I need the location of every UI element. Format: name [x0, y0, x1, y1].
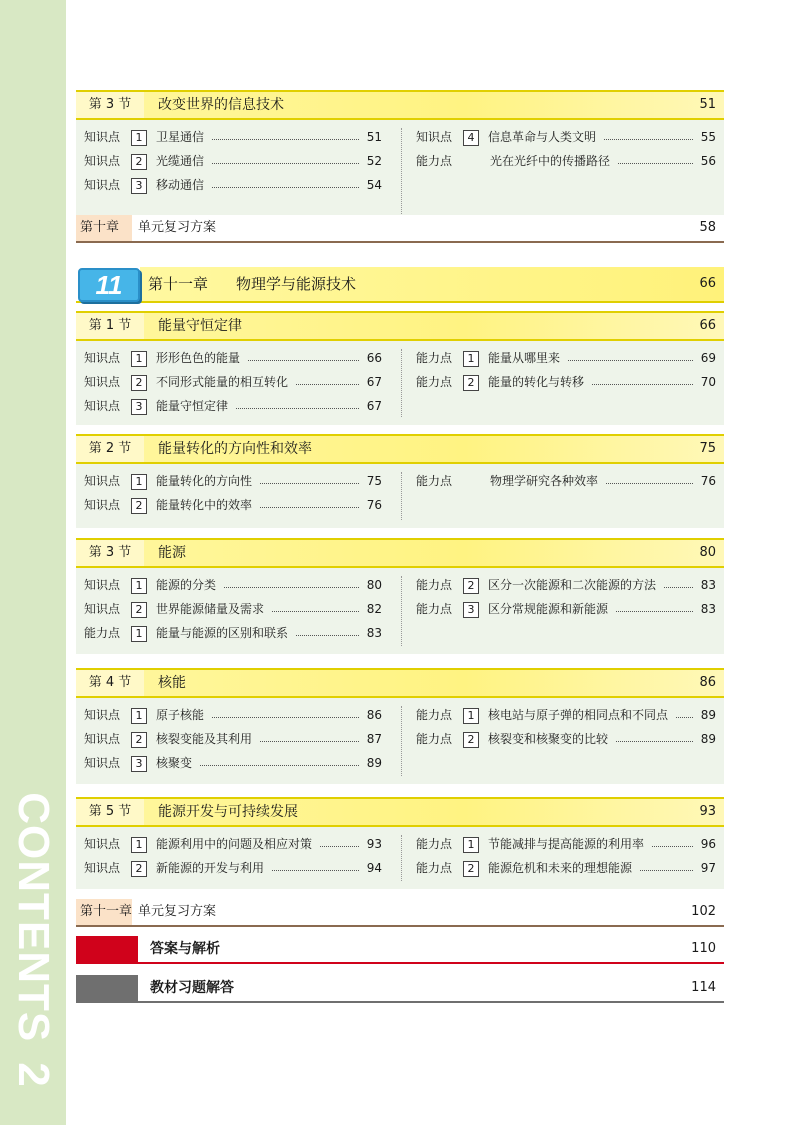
- toc-entry[interactable]: [84, 470, 382, 492]
- entry-page-number: 76: [366, 498, 382, 512]
- section-entries: [76, 341, 724, 425]
- entry-title: 原子核能: [156, 708, 205, 722]
- toc-entry[interactable]: [416, 857, 716, 879]
- entry-kind: 知识点: [84, 130, 121, 144]
- section-tag: 第 2 节: [76, 436, 144, 462]
- column-divider: [401, 128, 402, 222]
- entry-number-box: 1: [131, 708, 147, 724]
- dot-leader: [664, 574, 693, 588]
- dot-leader: [272, 857, 359, 871]
- sidebar-page-number: 2: [9, 1062, 58, 1088]
- toc-entry[interactable]: [416, 728, 716, 750]
- entry-page-number: 93: [366, 837, 382, 851]
- dot-leader: [212, 174, 359, 188]
- answers-entry[interactable]: [76, 936, 724, 964]
- entry-number-box: 1: [463, 351, 479, 367]
- entry-page-number: 94: [366, 861, 382, 875]
- page-number: 51: [699, 97, 716, 112]
- toc-entry[interactable]: [416, 150, 716, 172]
- dot-leader: [248, 347, 359, 361]
- page-number: 114: [691, 980, 716, 995]
- section-tag: 第 3 节: [76, 540, 144, 566]
- entry-kind: 能力点: [416, 732, 453, 746]
- column-divider: [401, 835, 402, 881]
- entry-title: 能量转化中的效率: [156, 498, 253, 512]
- entry-title: 节能减排与提高能源的利用率: [488, 837, 645, 851]
- entry-kind: 知识点: [84, 351, 121, 365]
- section-tag: 第 4 节: [76, 670, 144, 696]
- toc-entry[interactable]: [84, 494, 382, 516]
- entry-kind: 知识点: [84, 498, 121, 512]
- section-title: 能量转化的方向性和效率: [158, 441, 312, 457]
- entry-number-box: 3: [131, 756, 147, 772]
- contents-vertical-label: [8, 792, 58, 1087]
- section-header[interactable]: [76, 434, 724, 464]
- page-number: 58: [699, 220, 716, 235]
- chapter-title: 物理学与能源技术: [236, 275, 357, 293]
- section-entries: [76, 568, 724, 654]
- entry-title: 新能源的开发与利用: [156, 861, 265, 875]
- page-number: 66: [699, 276, 716, 291]
- entry-number-box: 1: [131, 474, 147, 490]
- entry-page-number: 82: [366, 602, 382, 616]
- section-title: 核能: [158, 675, 186, 691]
- entry-title: 卫星通信: [156, 130, 205, 144]
- dot-leader: [652, 833, 693, 847]
- entry-title: 光缆通信: [156, 154, 205, 168]
- section-entries: [76, 827, 724, 889]
- entry-page-number: 55: [700, 130, 716, 144]
- section-entries: [76, 120, 724, 230]
- entry-number-box: 2: [131, 375, 147, 391]
- entry-title: 区分一次能源和二次能源的方法: [488, 578, 657, 592]
- page-number: 80: [699, 545, 716, 560]
- toc-entry[interactable]: [416, 574, 716, 596]
- chapter11-header[interactable]: [76, 267, 724, 303]
- chapter-tag: 第十章: [80, 220, 120, 235]
- dot-leader: [618, 150, 693, 164]
- entry-page-number: 75: [366, 474, 382, 488]
- dot-leader: [260, 728, 359, 742]
- chapter-review-title: 单元复习方案: [138, 220, 217, 235]
- toc-entry[interactable]: [84, 174, 382, 196]
- dot-leader: [212, 150, 359, 164]
- entry-title: 物理学研究各种效率: [490, 474, 599, 488]
- chapter-review-title: 单元复习方案: [138, 904, 217, 919]
- entry-number-box: 3: [131, 399, 147, 415]
- entry-page-number: 69: [700, 351, 716, 365]
- entry-number-box: 2: [463, 732, 479, 748]
- entry-title: 形形色色的能量: [156, 351, 241, 365]
- section-3-energy-sources: [76, 538, 724, 654]
- dot-leader: [640, 857, 693, 871]
- entry-number-box: 2: [131, 732, 147, 748]
- entry-kind: 知识点: [84, 578, 121, 592]
- section-4-nuclear: [76, 668, 724, 784]
- toc-entry[interactable]: [416, 704, 716, 726]
- section-header[interactable]: [76, 538, 724, 568]
- entry-page-number: 52: [366, 154, 382, 168]
- entry-kind: 能力点: [416, 351, 453, 365]
- entry-kind: 能力点: [416, 474, 453, 488]
- entry-title: 世界能源储量及需求: [156, 602, 265, 616]
- entry-number-box: 1: [131, 837, 147, 853]
- section-title: 能源开发与可持续发展: [158, 804, 298, 820]
- entry-title: 能量守恒定律: [156, 399, 229, 413]
- section-entries: [76, 698, 724, 784]
- entry-page-number: 80: [366, 578, 382, 592]
- toc-entry[interactable]: [84, 728, 382, 750]
- entry-title: 能量从哪里来: [488, 351, 561, 365]
- dot-leader: [212, 704, 359, 718]
- section-header[interactable]: [76, 90, 724, 120]
- sidebar-strip: [0, 0, 66, 1125]
- answers-color-block: [76, 936, 138, 962]
- column-divider: [401, 706, 402, 776]
- section-1-energy-conservation: [76, 311, 724, 425]
- toc-entry[interactable]: [84, 126, 382, 148]
- column-divider: [401, 472, 402, 520]
- entry-kind: 能力点: [416, 861, 453, 875]
- chapter-label: 第十一章: [148, 275, 209, 293]
- entry-title: 能源的分类: [156, 578, 217, 592]
- entry-page-number: 89: [366, 756, 382, 770]
- entry-number-box: 1: [131, 351, 147, 367]
- page-number: 102: [691, 904, 716, 919]
- entry-number-box: 3: [131, 178, 147, 194]
- textbook-title: 教材习题解答: [150, 980, 234, 996]
- entry-page-number: 83: [366, 626, 382, 640]
- page-number: 86: [699, 675, 716, 690]
- entry-number-box: 2: [463, 861, 479, 877]
- toc-entry[interactable]: [84, 622, 382, 644]
- entry-title: 不同形式能量的相互转化: [156, 375, 289, 389]
- entry-number-box: 2: [131, 498, 147, 514]
- entry-title: 能源利用中的问题及相应对策: [156, 837, 313, 851]
- dot-leader: [568, 347, 693, 361]
- entry-title: 能源危机和未来的理想能源: [488, 861, 633, 875]
- entry-page-number: 66: [366, 351, 382, 365]
- entry-title: 能量转化的方向性: [156, 474, 253, 488]
- chapter-tag: 第十一章: [80, 904, 133, 919]
- entry-number-box: 1: [463, 837, 479, 853]
- entry-page-number: 87: [366, 732, 382, 746]
- toc-entry[interactable]: [416, 833, 716, 855]
- entry-page-number: 83: [700, 602, 716, 616]
- entry-page-number: 96: [700, 837, 716, 851]
- toc-entry[interactable]: [84, 704, 382, 726]
- entry-title: 核聚变: [156, 756, 193, 770]
- chapter-number: 11: [95, 270, 123, 300]
- textbook-answers-entry[interactable]: [76, 975, 724, 1003]
- entry-number-box: 1: [463, 708, 479, 724]
- column-divider: [401, 576, 402, 646]
- toc-entry[interactable]: [416, 126, 716, 148]
- toc-entry[interactable]: [84, 347, 382, 369]
- entry-title: 移动通信: [156, 178, 205, 192]
- entry-title: 能量的转化与转移: [488, 375, 585, 389]
- entry-kind: 知识点: [84, 732, 121, 746]
- section-title: 能源: [158, 545, 186, 561]
- column-divider: [401, 349, 402, 417]
- toc-entry[interactable]: [416, 598, 716, 620]
- dot-leader: [604, 126, 693, 140]
- dot-leader: [592, 371, 693, 385]
- section-header[interactable]: [76, 668, 724, 698]
- entry-page-number: 54: [366, 178, 382, 192]
- page-number: 75: [699, 441, 716, 456]
- answers-title: 答案与解析: [150, 941, 220, 957]
- contents-word: CONTENTS: [9, 792, 58, 1043]
- dot-leader: [296, 622, 359, 636]
- chapter10-review-entry[interactable]: [76, 215, 724, 243]
- entry-number-box: 1: [131, 626, 147, 642]
- entry-kind: 知识点: [84, 837, 121, 851]
- entry-kind: 能力点: [416, 375, 453, 389]
- entry-page-number: 67: [366, 375, 382, 389]
- entry-kind: 知识点: [84, 708, 121, 722]
- entry-number-box: 3: [463, 602, 479, 618]
- section-tag: 第 1 节: [76, 313, 144, 339]
- entry-page-number: 83: [700, 578, 716, 592]
- toc-entry[interactable]: [84, 598, 382, 620]
- entry-kind: 能力点: [416, 837, 453, 851]
- textbook-color-block: [76, 975, 138, 1001]
- dot-leader: [236, 395, 359, 409]
- entry-kind: 知识点: [84, 474, 121, 488]
- entry-kind: 能力点: [416, 154, 453, 168]
- dot-leader: [260, 470, 359, 484]
- toc-entry[interactable]: [84, 371, 382, 393]
- dot-leader: [616, 728, 693, 742]
- entry-page-number: 67: [366, 399, 382, 413]
- dot-leader: [212, 126, 359, 140]
- section-entries: [76, 464, 724, 528]
- toc-entry[interactable]: [84, 574, 382, 596]
- section-title: 能量守恒定律: [158, 318, 242, 334]
- entry-title: 区分常规能源和新能源: [488, 602, 609, 616]
- toc-entry[interactable]: [416, 371, 716, 393]
- entry-kind: 能力点: [416, 602, 453, 616]
- dot-leader: [200, 752, 359, 766]
- dot-leader: [296, 371, 359, 385]
- entry-title: 核裂变能及其利用: [156, 732, 253, 746]
- entry-page-number: 76: [700, 474, 716, 488]
- entry-kind: 知识点: [84, 602, 121, 616]
- entry-kind: 知识点: [84, 375, 121, 389]
- entry-number-box: 2: [463, 375, 479, 391]
- entry-title: 核电站与原子弹的相同点和不同点: [488, 708, 669, 722]
- toc-entry[interactable]: [416, 347, 716, 369]
- page-number: 93: [699, 804, 716, 819]
- dot-leader: [260, 494, 359, 508]
- dot-leader: [616, 598, 693, 612]
- entry-number-box: 2: [131, 861, 147, 877]
- toc-entry[interactable]: [84, 857, 382, 879]
- entry-kind: 知识点: [416, 130, 453, 144]
- dot-leader: [676, 704, 693, 718]
- chapter-number-badge: [78, 268, 140, 302]
- toc-entry[interactable]: [416, 470, 716, 492]
- toc-entry[interactable]: [84, 752, 382, 774]
- chapter11-review-entry[interactable]: [76, 899, 724, 927]
- entry-kind: 能力点: [416, 578, 453, 592]
- entry-kind: 能力点: [416, 708, 453, 722]
- dot-leader: [272, 598, 359, 612]
- toc-entry[interactable]: [84, 395, 382, 417]
- entry-kind: 知识点: [84, 861, 121, 875]
- dot-leader: [606, 470, 693, 484]
- toc-entry[interactable]: [84, 833, 382, 855]
- entry-title: 信息革命与人类文明: [488, 130, 597, 144]
- entry-title: 能量与能源的区别和联系: [156, 626, 289, 640]
- entry-number-box: 2: [131, 154, 147, 170]
- entry-page-number: 89: [700, 732, 716, 746]
- page-number: 110: [691, 941, 716, 956]
- entry-page-number: 89: [700, 708, 716, 722]
- section-tag: 第 5 节: [76, 799, 144, 825]
- entry-title: 光在光纤中的传播路径: [490, 154, 611, 168]
- entry-page-number: 86: [366, 708, 382, 722]
- section-5-sustainable: [76, 797, 724, 889]
- entry-kind: 知识点: [84, 154, 121, 168]
- entry-page-number: 97: [700, 861, 716, 875]
- page-number: 66: [699, 318, 716, 333]
- section-2-energy-efficiency: [76, 434, 724, 528]
- section-header[interactable]: [76, 797, 724, 827]
- entry-number-box: 1: [131, 578, 147, 594]
- entry-title: 核裂变和核聚变的比较: [488, 732, 609, 746]
- dot-leader: [224, 574, 359, 588]
- entry-number-box: 4: [463, 130, 479, 146]
- section-3-info-tech: [76, 90, 724, 230]
- entry-page-number: 70: [700, 375, 716, 389]
- section-title: 改变世界的信息技术: [158, 97, 284, 113]
- entry-page-number: 51: [366, 130, 382, 144]
- entry-number-box: 2: [131, 602, 147, 618]
- entry-number-box: 2: [463, 578, 479, 594]
- entry-number-box: 1: [131, 130, 147, 146]
- entry-kind: 知识点: [84, 756, 121, 770]
- dot-leader: [320, 833, 359, 847]
- entry-kind: 知识点: [84, 178, 121, 192]
- entry-kind: 知识点: [84, 399, 121, 413]
- toc-entry[interactable]: [84, 150, 382, 172]
- section-tag: 第 3 节: [76, 92, 144, 118]
- entry-page-number: 56: [700, 154, 716, 168]
- entry-kind: 能力点: [84, 626, 121, 640]
- section-header[interactable]: [76, 311, 724, 341]
